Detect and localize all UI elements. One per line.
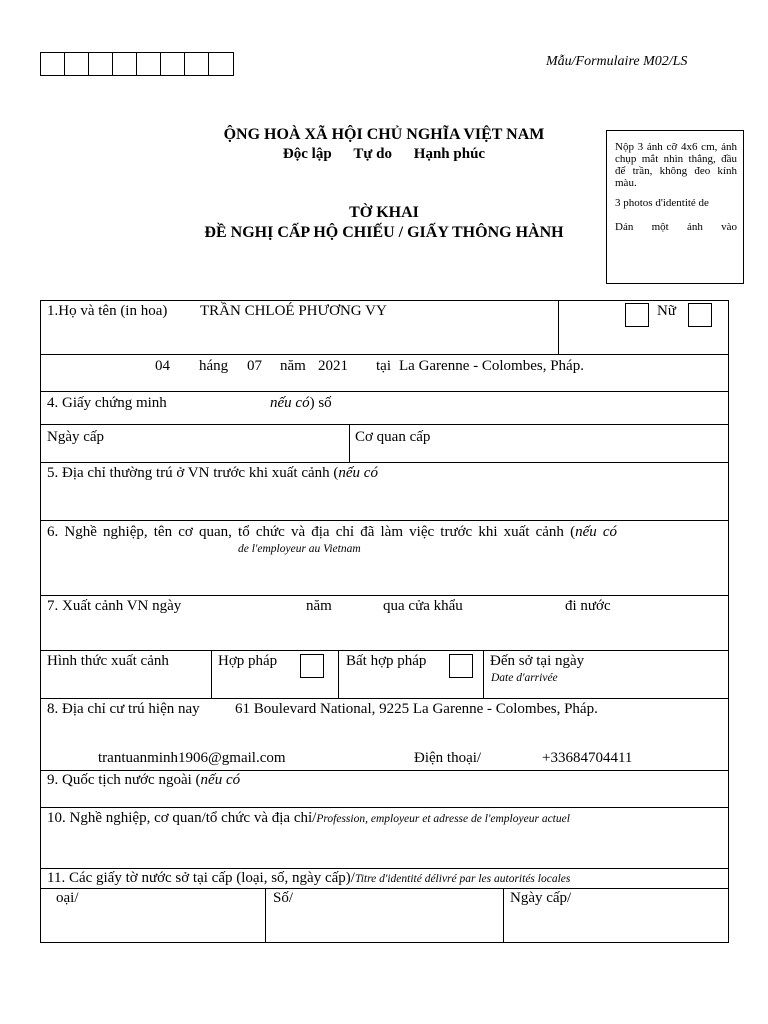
exit-year-label: năm	[306, 598, 332, 614]
row-divider	[40, 888, 729, 889]
previous-employer-fr: de l'employeur au Vietnam	[238, 543, 361, 555]
id-card-label: 4. Giấy chứng minh	[47, 395, 167, 411]
motto-independence: Độc lập	[282, 146, 332, 162]
current-address-label: 8. Địa chỉ cư trú hiện nay	[47, 701, 200, 717]
exit-date-label: 7. Xuất cảnh VN ngày	[47, 598, 182, 614]
foreign-nationality-text: 9. Quốc tịch nước ngoài (	[47, 772, 201, 788]
local-documents-fr: Titre d'identité délivré par les autorités locales	[354, 873, 571, 885]
birth-month-field[interactable]: 07	[247, 358, 262, 374]
issuer-label: Cơ quan cấp	[355, 429, 431, 445]
legal-exit-label: Hợp pháp	[218, 653, 278, 669]
row-divider	[40, 391, 729, 392]
illegal-exit-checkbox[interactable]	[449, 654, 473, 678]
border-gate-label: qua cửa khẩu	[383, 598, 463, 614]
photo-placeholder	[606, 130, 744, 284]
id-card-number-label: ) số	[309, 395, 332, 411]
previous-employer-note: nếu có	[575, 524, 618, 540]
foreign-nationality-label	[47, 772, 240, 789]
row-divider	[40, 650, 729, 651]
permanent-address-label	[47, 465, 378, 482]
col-divider	[558, 300, 559, 355]
full-name-label: 1.Họ và tên (in hoa)	[47, 303, 168, 319]
current-address-field[interactable]: 61 Boulevard National, 9225 La Garenne - Colombes, Pháp.	[235, 701, 598, 717]
row-divider	[40, 520, 729, 521]
id-card-note-italic: nếu có	[270, 395, 310, 411]
gender-male-checkbox[interactable]	[625, 303, 649, 327]
phone-label: Điện thoại/	[414, 750, 482, 766]
motto-freedom: Tự do	[353, 146, 393, 162]
local-documents-label	[47, 870, 570, 887]
current-employer-text: 10. Nghề nghiệp, cơ quan/tổ chức và địa chỉ/	[47, 810, 317, 826]
id-card-note	[270, 395, 332, 412]
row-divider	[40, 424, 729, 425]
photo-instruction-fr: 3 photos d'identité de	[615, 197, 709, 209]
col-divider	[349, 424, 350, 463]
arrival-date-fr: Date d'arrivée	[491, 672, 558, 684]
phone-field[interactable]: +33684704411	[542, 750, 633, 766]
form-code-boxes[interactable]	[40, 52, 234, 76]
birth-place-label: tại	[376, 358, 391, 374]
document-date-label: Ngày cấp/	[510, 890, 572, 906]
local-documents-text: 11. Các giấy tờ nước sở tại cấp (loại, số, ngày cấp)/	[47, 870, 355, 886]
issue-date-label: Ngày cấp	[47, 429, 105, 445]
col-divider	[211, 650, 212, 699]
permanent-address-text: 5. Địa chỉ thường trú ở VN trước khi xuất cảnh (	[47, 465, 339, 481]
document-subtitle: ĐỀ NGHỊ CẤP HỘ CHIẾU / GIẤY THÔNG HÀNH	[204, 224, 564, 241]
row-divider	[40, 770, 729, 771]
destination-label: đi nước	[565, 598, 611, 614]
col-divider	[338, 650, 339, 699]
birth-year-label: năm	[280, 358, 306, 374]
current-employer-label	[47, 810, 570, 827]
permanent-address-note: nếu có	[338, 465, 378, 481]
gender-female-label: Nữ	[657, 303, 676, 319]
previous-employer-text: 6. Nghề nghiệp, tên cơ quan, tổ chức và địa chỉ đã làm việc trước khi xuất cảnh (	[47, 524, 576, 540]
current-employer-fr: Profession, employeur et adresse de l'employeur actuel	[316, 813, 570, 825]
row-divider	[40, 354, 729, 355]
document-number-label: Số/	[273, 890, 294, 906]
motto-happiness: Hạnh phúc	[413, 146, 486, 162]
birth-month-label: háng	[199, 358, 229, 374]
row-divider	[40, 868, 729, 869]
photo-paste-note: Dán một ảnh vào	[615, 221, 737, 233]
col-divider	[265, 888, 266, 943]
form-code: Mẫu/Formulaire M02/LS	[546, 54, 688, 69]
document-title: TỜ KHAI	[349, 204, 419, 221]
row-divider	[40, 698, 729, 699]
legal-exit-checkbox[interactable]	[300, 654, 324, 678]
row-divider	[40, 462, 729, 463]
photo-instruction: Nộp 3 ảnh cỡ 4x6 cm, ảnh chụp mắt nhìn thẳng, đầu để trần, không đeo kính màu.	[615, 141, 737, 189]
illegal-exit-label: Bất hợp pháp	[346, 653, 427, 669]
birth-day-field[interactable]: 04	[155, 358, 170, 374]
birth-year-field[interactable]: 2021	[318, 358, 348, 374]
country-title: ỘNG HOÀ XÃ HỘI CHỦ NGHĨA VIỆT NAM	[223, 126, 545, 143]
col-divider	[503, 888, 504, 943]
previous-employer-label	[47, 524, 617, 541]
document-type-label: oại/	[56, 890, 79, 906]
exit-form-label: Hình thức xuất cảnh	[47, 653, 169, 669]
arrival-date-label: Đến sở tại ngày	[490, 653, 585, 669]
full-name-field[interactable]: TRẦN CHLOÉ PHƯƠNG VY	[200, 303, 387, 319]
col-divider	[483, 650, 484, 699]
row-divider	[40, 807, 729, 808]
birth-place-field[interactable]: La Garenne - Colombes, Pháp.	[399, 358, 584, 374]
row-divider	[40, 595, 729, 596]
foreign-nationality-note: nếu có	[200, 772, 241, 788]
gender-female-checkbox[interactable]	[688, 303, 712, 327]
email-field[interactable]: trantuanminh1906@gmail.com	[98, 750, 286, 766]
